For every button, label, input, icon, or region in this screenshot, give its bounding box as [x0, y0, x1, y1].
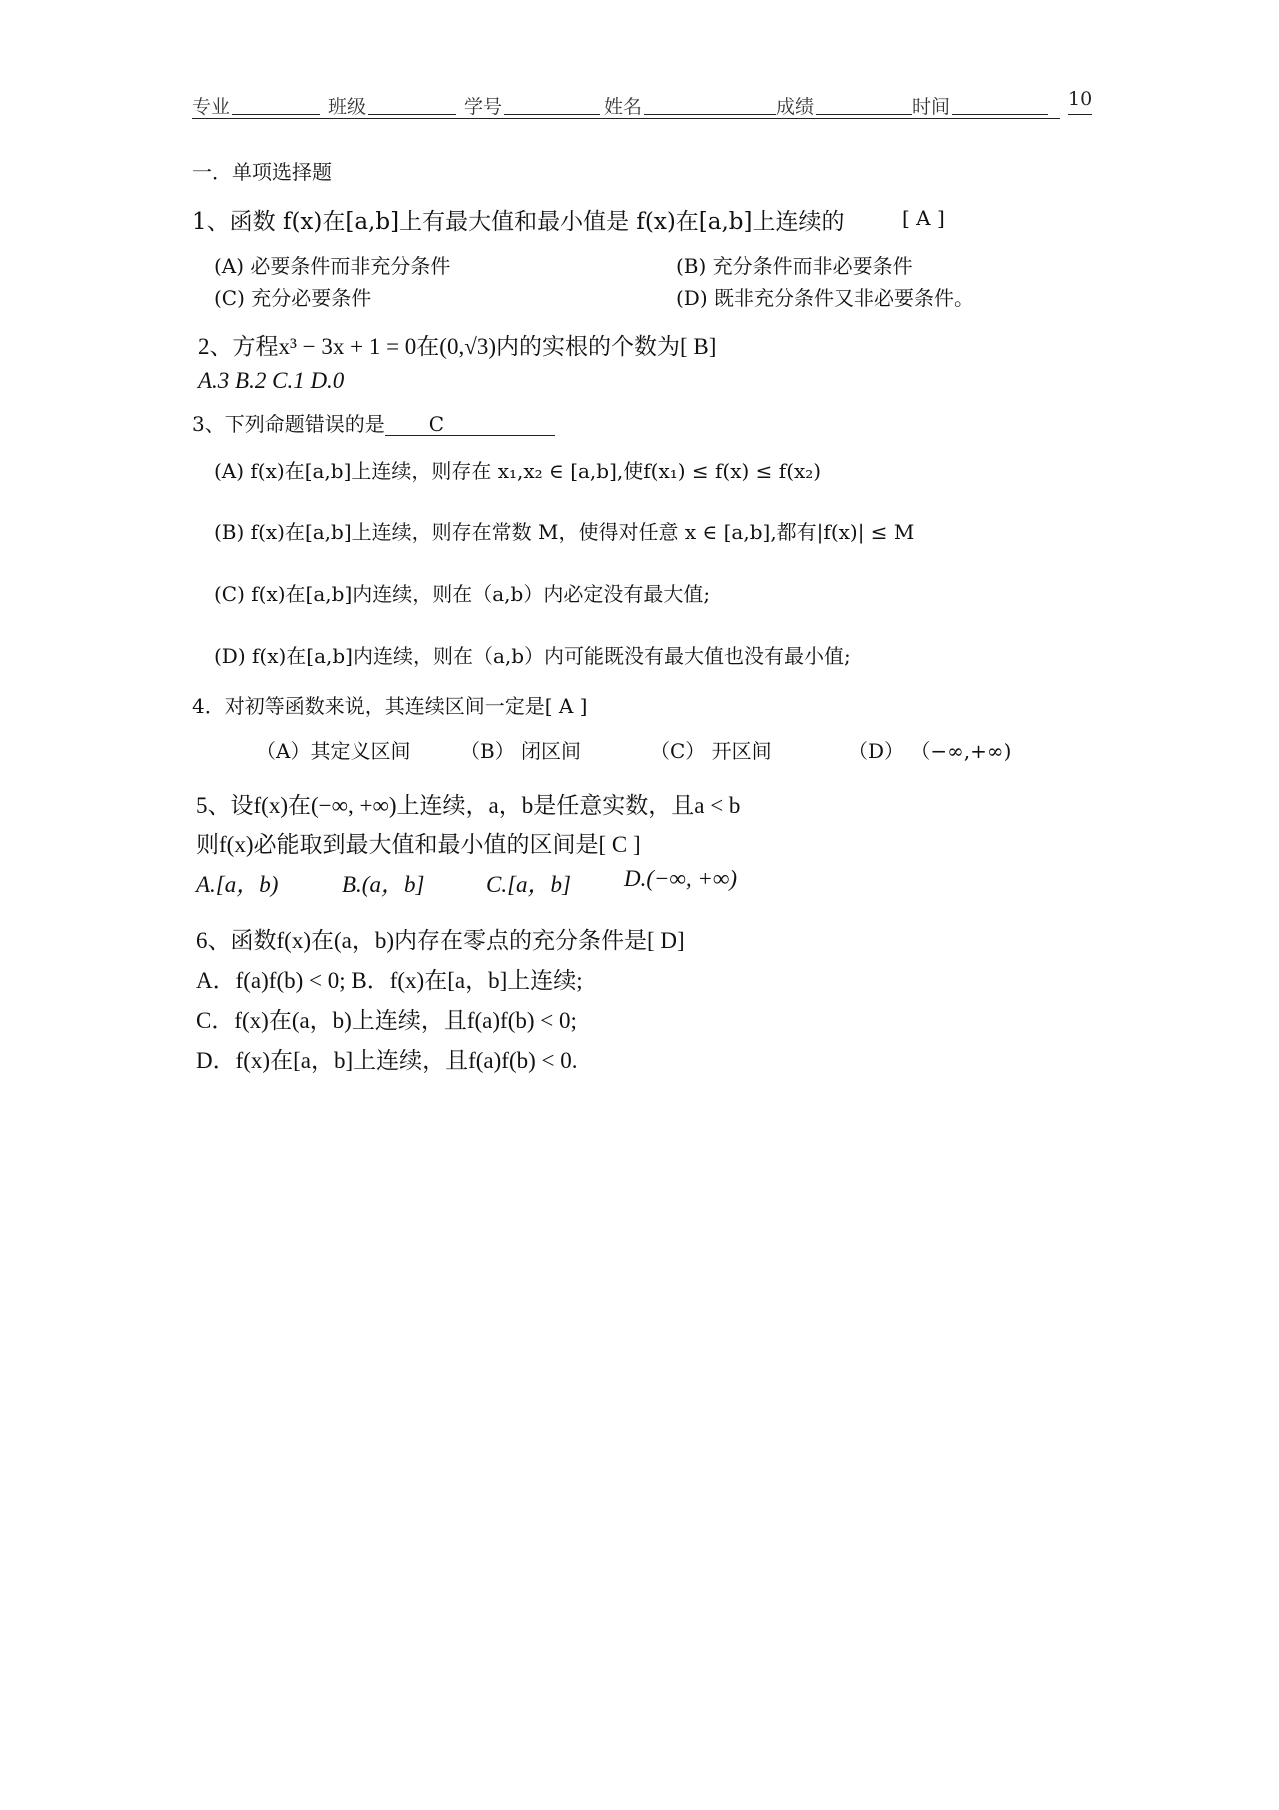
q3-stem-line	[192, 408, 555, 437]
q3-option-a: (A) f(x)在[a,b]上连续，则存在 x₁,x₂ ∈ [a,b],使f(x₁) ≤ f(x) ≤ f(x₂)	[214, 459, 822, 483]
q1-option-c: (C) 充分必要条件	[214, 286, 372, 310]
header-fields	[192, 88, 1060, 119]
q6-stem: 6、函数f(x)在(a，b)内存在零点的充分条件是[ D]	[196, 928, 685, 953]
q4-option-a: （A）其定义区间	[256, 739, 411, 763]
header-blank[interactable]	[952, 114, 1048, 115]
q3-option-b: (B) f(x)在[a,b]上连续，则存在常数 M，使得对任意 x ∈ [a,b],都有|f(x)| ≤ M	[214, 520, 915, 544]
q4-option-b: （B） 闭区间	[460, 739, 582, 763]
header-field-student-id: 学号	[464, 96, 503, 118]
q1-option-b: (B) 充分条件而非必要条件	[676, 254, 913, 278]
header-field-class: 班级	[328, 96, 367, 118]
q6-option-c: C．f(x)在(a，b)上连续，且f(a)f(b) < 0;	[196, 1008, 577, 1033]
q5-option-b: B.(a，b]	[342, 872, 425, 897]
q4-option-d: （D） （−∞,+∞)	[848, 739, 1012, 763]
q1-option-d: (D) 既非充分条件又非必要条件。	[676, 286, 974, 310]
q3-option-c: (C) f(x)在[a,b]内连续，则在（a,b）内必定没有最大值;	[214, 582, 711, 606]
q1-answer: [ A ]	[902, 206, 945, 230]
q3-option-d: (D) f(x)在[a,b]内连续，则在（a,b）内可能既没有最大值也没有最小值;	[214, 644, 851, 668]
q5-option-d: D.(−∞, +∞)	[624, 866, 738, 891]
q5-line1: 5、设f(x)在(−∞, +∞)上连续，a，b是任意实数，且a < b	[196, 793, 741, 818]
header-field-score: 成绩	[776, 96, 815, 118]
header-blank[interactable]	[644, 114, 776, 115]
header-blank[interactable]	[232, 114, 320, 115]
q3-answer-blank[interactable]: C	[385, 412, 555, 436]
q6-option-ab: A．f(a)f(b) < 0; B．f(x)在[a，b]上连续;	[196, 968, 583, 993]
q2-options: A.3 B.2 C.1 D.0	[198, 368, 345, 393]
header-blank[interactable]	[368, 114, 456, 115]
section-title: 一．单项选择题	[192, 160, 332, 184]
header-field-major: 专业	[192, 96, 231, 118]
header-field-name: 姓名	[604, 96, 643, 118]
q2-stem: 2、方程x³ − 3x + 1 = 0在(0,√3)内的实根的个数为[ B]	[198, 334, 717, 359]
header-blank[interactable]	[504, 114, 600, 115]
q5-option-c: C.[a，b]	[486, 872, 571, 897]
q1-option-a: (A) 必要条件而非充分条件	[214, 254, 451, 278]
q6-option-d: D．f(x)在[a，b]上连续，且f(a)f(b) < 0.	[196, 1048, 578, 1073]
q1-stem: 1、函数 f(x)在[a,b]上有最大值和最小值是 f(x)在[a,b]上连续的	[192, 209, 845, 235]
q4-stem: 4．对初等函数来说，其连续区间一定是[ A ]	[192, 694, 588, 718]
header-blank[interactable]	[816, 114, 912, 115]
q5-line2: 则f(x)必能取到最大值和最小值的区间是[ C ]	[196, 832, 641, 857]
header-field-time: 时间	[912, 96, 951, 118]
q5-option-a: A.[a，b)	[196, 872, 279, 897]
q3-stem: 3、下列命题错误的是	[192, 412, 385, 436]
page-number: 10	[1068, 88, 1092, 115]
q4-option-c: （C） 开区间	[650, 739, 772, 763]
